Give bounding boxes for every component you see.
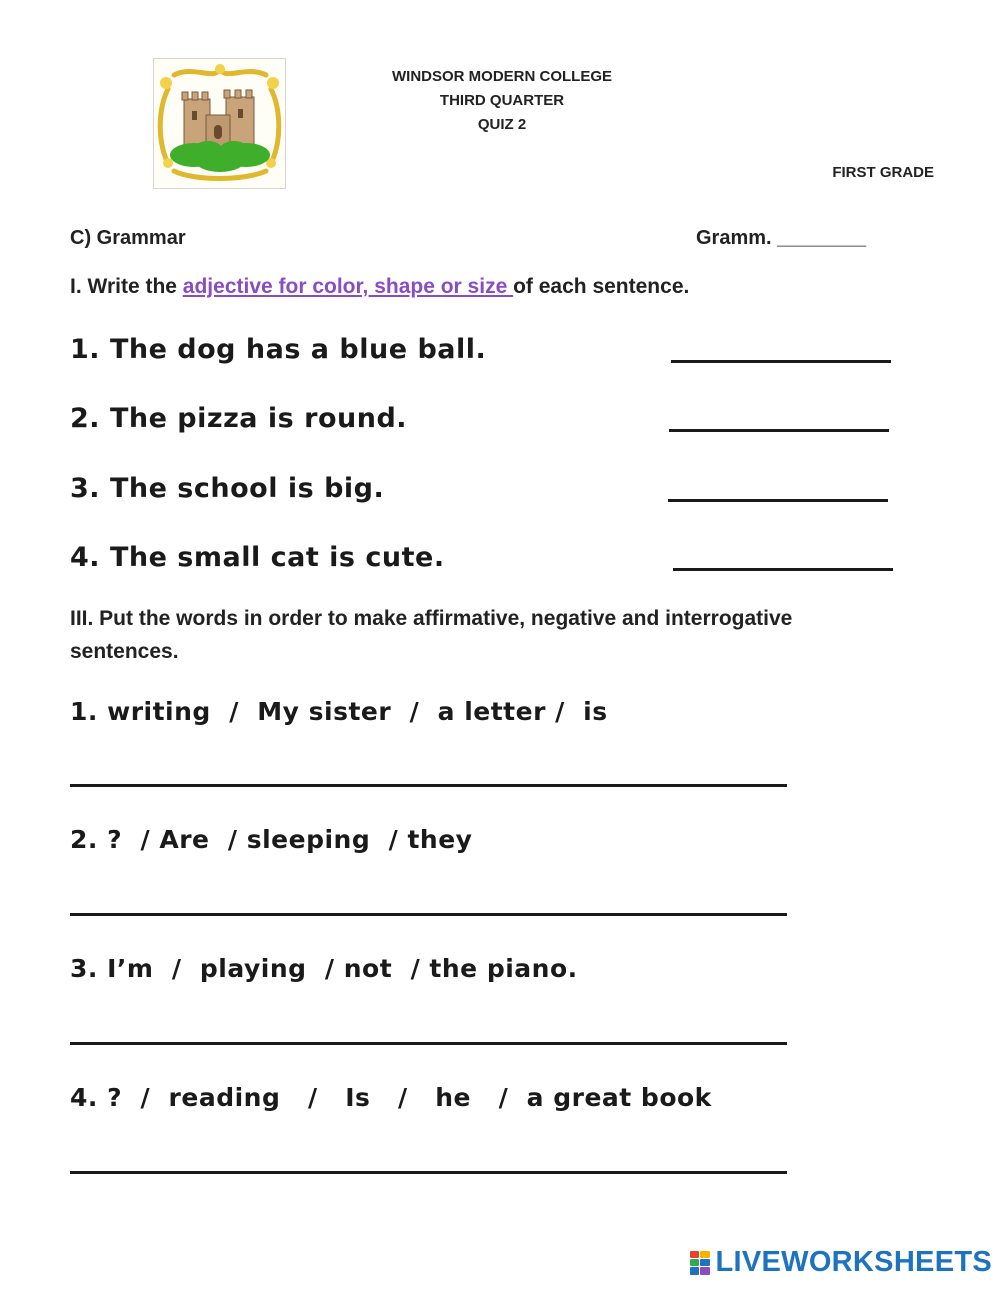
liveworksheets-brand[interactable]: [690, 1246, 993, 1279]
answer-blank-2[interactable]: [669, 429, 889, 432]
answer-line-4[interactable]: [70, 1171, 787, 1174]
part1-question-1: 1. The dog has a blue ball.: [70, 334, 487, 365]
part1-instruction: [70, 275, 689, 299]
answer-blank-4[interactable]: [673, 568, 893, 571]
answer-line-3[interactable]: [70, 1042, 787, 1045]
answer-blank-1[interactable]: [671, 360, 891, 363]
instruction-suffix: of each sentence.: [513, 275, 690, 298]
school-logo: [153, 58, 286, 189]
section-title: C) Grammar: [70, 227, 186, 249]
term-label: THIRD QUARTER: [439, 92, 565, 109]
quiz-label: QUIZ 2: [477, 116, 527, 133]
liveworksheets-logo-icon: [690, 1251, 710, 1275]
part3-question-4: 4. ? / reading / Is / he / a great book: [70, 1083, 712, 1112]
instruction-prefix: I. Write the: [70, 275, 183, 298]
grade-label: FIRST GRADE: [832, 164, 934, 181]
part1-question-2: 2. The pizza is round.: [70, 403, 408, 434]
part3-question-2: 2. ? / Are / sleeping / they: [70, 825, 473, 854]
answer-line-2[interactable]: [70, 913, 787, 916]
part3-question-3: 3. I’m / playing / not / the piano.: [70, 954, 578, 983]
part3-instruction: III. Put the words in order to make affirmative, negative and interrogative sentences.: [70, 607, 793, 663]
school-name: WINDSOR MODERN COLLEGE: [392, 68, 612, 85]
part3-question-1: 1. writing / My sister / a letter / is: [70, 697, 608, 726]
brand-name: LIVEWORKSHEETS: [715, 1246, 992, 1278]
part1-question-3: 3. The school is big.: [70, 473, 385, 504]
answer-blank-3[interactable]: [668, 499, 888, 502]
score-field[interactable]: Gramm. ________: [696, 227, 867, 249]
answer-line-1[interactable]: [70, 784, 787, 787]
part1-question-4: 4. The small cat is cute.: [70, 542, 445, 573]
instruction-highlight: adjective for color, shape or size: [182, 275, 514, 298]
